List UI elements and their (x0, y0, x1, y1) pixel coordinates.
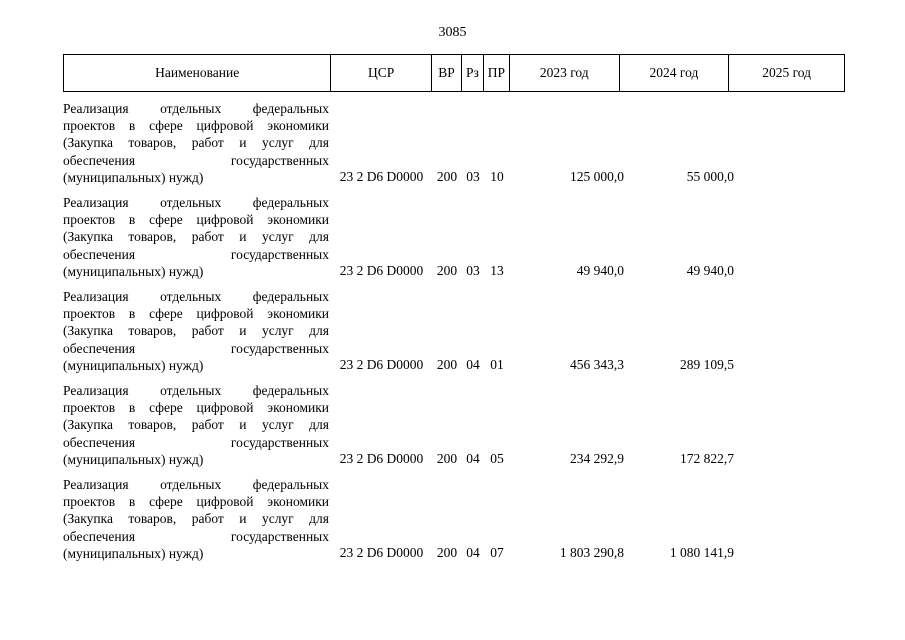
row-pr: 10 (490, 169, 504, 184)
row-2023: 49 940,0 (576, 263, 624, 278)
row-vr: 200 (436, 263, 458, 278)
table-row (63, 98, 845, 192)
row-name-line: проектов в сфере цифровой экономики (63, 118, 329, 134)
row-name (63, 100, 329, 186)
row-name-line: обеспечения государственных (63, 528, 329, 544)
row-name-line: (Закупка товаров, работ и услуг для (63, 229, 329, 245)
row-pr: 01 (490, 357, 504, 372)
row-rz: 03 (466, 263, 480, 278)
row-rz: 04 (466, 357, 480, 372)
row-name-line: (муниципальных) нужд) (63, 263, 204, 279)
row-name-line: Реализация отдельных федеральных (63, 383, 329, 398)
row-name-line: проектов в сфере цифровой экономики (63, 306, 329, 322)
row-2023: 234 292,9 (570, 451, 624, 466)
header-rz: Рз (462, 55, 484, 91)
header-2023: 2023 год (510, 55, 620, 91)
row-name-line: Реализация отдельных федеральных (63, 477, 329, 492)
row-csr: 23 2 D6 D0000 (339, 451, 424, 466)
row-rz: 03 (466, 169, 480, 184)
row-csr: 23 2 D6 D0000 (339, 263, 424, 278)
row-name-line: (Закупка товаров, работ и услуг для (63, 417, 329, 433)
row-name-line: обеспечения государственных (63, 434, 329, 450)
row-name-line: проектов в сфере цифровой экономики (63, 494, 329, 510)
row-vr: 200 (436, 451, 458, 466)
row-2023: 1 803 290,8 (559, 545, 624, 560)
row-2024: 289 109,5 (680, 357, 734, 372)
table-row (63, 286, 845, 380)
row-name-line: (муниципальных) нужд) (63, 545, 204, 561)
row-name-line: Реализация отдельных федеральных (63, 289, 329, 304)
header-2024: 2024 год (620, 55, 730, 91)
header-name: Наименование (64, 55, 331, 91)
row-name-line: (Закупка товаров, работ и услуг для (63, 323, 329, 339)
row-name-line: проектов в сфере цифровой экономики (63, 400, 329, 416)
row-name (63, 194, 329, 280)
row-name-line: проектов в сфере цифровой экономики (63, 212, 329, 228)
row-name (63, 476, 329, 562)
row-csr: 23 2 D6 D0000 (339, 357, 424, 372)
row-name-line: (муниципальных) нужд) (63, 451, 204, 467)
row-csr: 23 2 D6 D0000 (339, 169, 424, 184)
row-2023: 456 343,3 (570, 357, 624, 372)
row-name-line: Реализация отдельных федеральных (63, 195, 329, 210)
header-pr: ПР (484, 55, 510, 91)
row-name-line: (муниципальных) нужд) (63, 357, 204, 373)
row-name (63, 382, 329, 468)
table-row (63, 192, 845, 286)
row-2023: 125 000,0 (570, 169, 624, 184)
row-rz: 04 (466, 451, 480, 466)
row-name-line: (муниципальных) нужд) (63, 169, 204, 185)
row-2024: 55 000,0 (686, 169, 734, 184)
table-header (63, 54, 845, 92)
header-vr: ВР (432, 55, 462, 91)
row-name-line: Реализация отдельных федеральных (63, 101, 329, 116)
row-2024: 1 080 141,9 (669, 545, 734, 560)
row-pr: 07 (490, 545, 504, 560)
row-rz: 04 (466, 545, 480, 560)
row-vr: 200 (436, 357, 458, 372)
table-body (63, 98, 845, 568)
header-2025: 2025 год (762, 65, 812, 80)
header-csr: ЦСР (331, 55, 432, 91)
row-vr: 200 (436, 169, 458, 184)
table-row (63, 380, 845, 474)
row-pr: 05 (490, 451, 504, 466)
row-name-line: обеспечения государственных (63, 246, 329, 262)
row-name-line: обеспечения государственных (63, 152, 329, 168)
row-vr: 200 (436, 545, 458, 560)
table-row (63, 474, 845, 568)
row-name-line: (Закупка товаров, работ и услуг для (63, 511, 329, 527)
page-number: 3085 (438, 25, 467, 40)
row-name-line: обеспечения государственных (63, 340, 329, 356)
row-pr: 13 (490, 263, 504, 278)
row-name-line: (Закупка товаров, работ и услуг для (63, 135, 329, 151)
row-2024: 172 822,7 (680, 451, 734, 466)
row-2024: 49 940,0 (686, 263, 734, 278)
row-csr: 23 2 D6 D0000 (339, 545, 424, 560)
row-name (63, 288, 329, 374)
